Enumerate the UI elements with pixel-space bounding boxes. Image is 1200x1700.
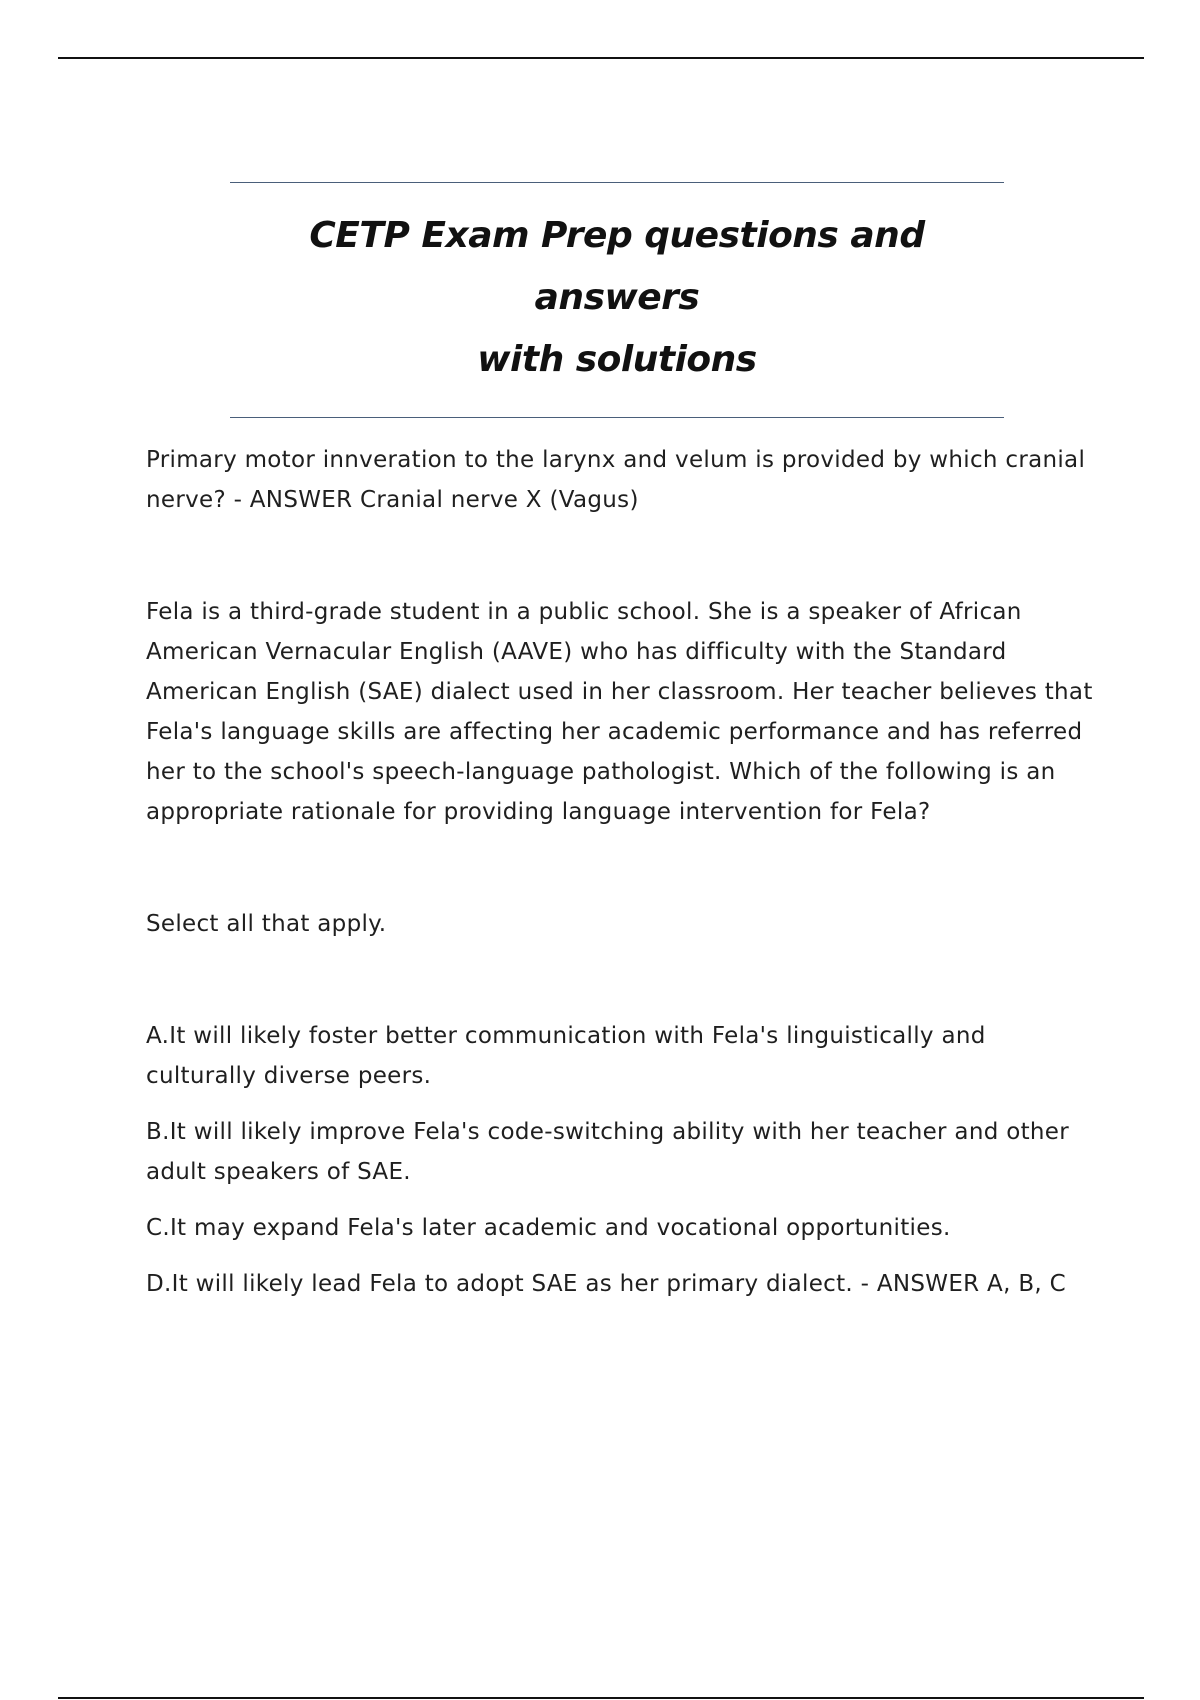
title-bottom-rule [230, 417, 1004, 418]
answer-option-d: D.It will likely lead Fela to adopt SAE as her primary dialect. - ANSWER A, B, C [146, 1271, 1066, 1297]
question-1: Primary motor innveration to the larynx and velum is provided by which cranial nerve? - ANSWER Cranial nerve X (Vagus) [146, 447, 1086, 513]
document-content [146, 440, 1096, 1320]
answer-option-c: C.It may expand Fela's later academic and vocational opportunities. [146, 1215, 951, 1241]
answer-option-b: B.It will likely improve Fela's code-switching ability with her teacher and other adult speakers of SAE. [146, 1119, 1069, 1185]
title-top-rule [230, 182, 1004, 183]
page-title-line-2: with solutions [477, 339, 757, 380]
page-top-rule [58, 57, 1144, 59]
question-2-instruction: Select all that apply. [146, 911, 387, 937]
page-bottom-rule [58, 1697, 1144, 1699]
title-block [230, 182, 1004, 418]
answer-option-a: A.It will likely foster better communication with Fela's linguistically and culturally diverse peers. [146, 1023, 986, 1089]
question-2-stem: Fela is a third-grade student in a public school. She is a speaker of African American Vernacular English (AAVE) who has difficulty with the Standard American English (SAE) dialect used in her classroom. Her teacher believes that Fela's language skills are affecting her academic performance and has referred her to the school's speech-language pathologist. Which of the following is an appropriate rationale for providing language intervention for Fela? [146, 599, 1093, 825]
page-title-line-1: CETP Exam Prep questions and answers [309, 215, 925, 318]
page-title [230, 205, 1004, 391]
